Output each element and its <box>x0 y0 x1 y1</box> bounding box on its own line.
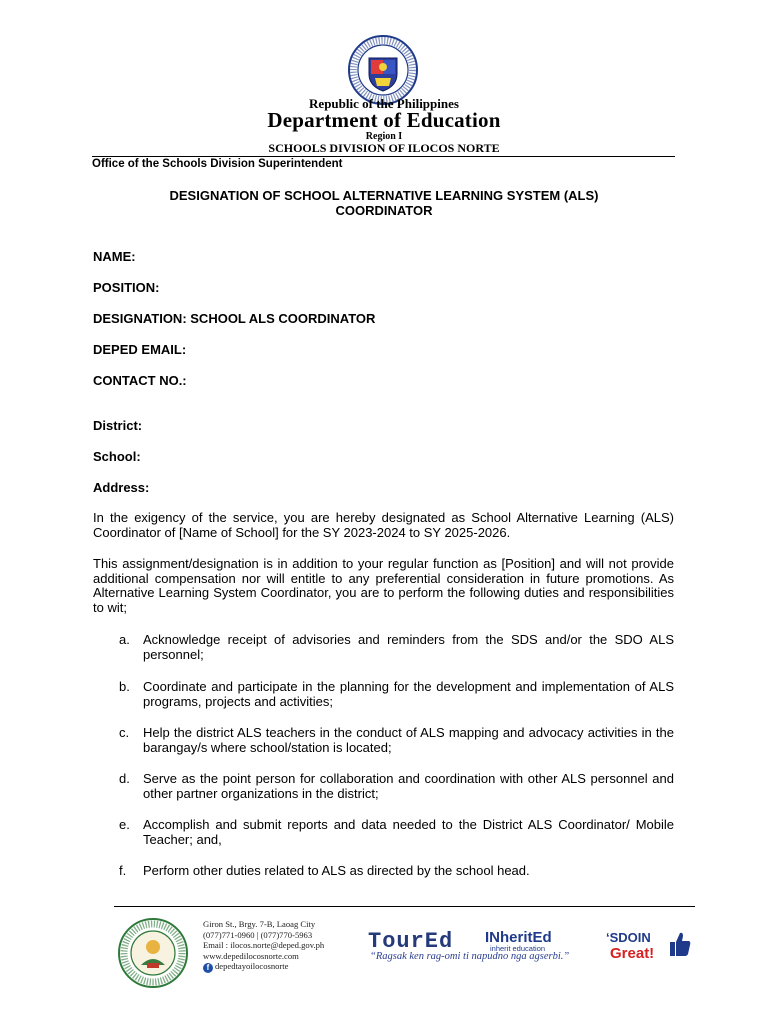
field-district: District: <box>93 418 143 433</box>
list-item-text: Coordinate and participate in the planning for the development and implementation of ALS programs, projects and activities; <box>143 679 674 709</box>
footer-email[interactable]: Email : ilocos.norte@deped.gov.ph <box>203 940 325 951</box>
footer-divider <box>114 906 695 907</box>
document-title <box>0 188 768 218</box>
document-title-line1: DESIGNATION OF SCHOOL ALTERNATIVE LEARNING SYSTEM (ALS) <box>169 188 599 203</box>
list-item-marker: a. <box>119 632 130 647</box>
header-division: SCHOOLS DIVISION OF ILOCOS NORTE <box>268 141 500 155</box>
footer-website[interactable]: www.depedilocosnorte.com <box>203 950 299 961</box>
list-item-marker: b. <box>119 679 130 694</box>
field-deped-email: DEPED EMAIL: <box>93 342 187 357</box>
paragraph-designation: In the exigency of the service, you are hereby designated as School Alternative Learning (ALS) Coordinator of [Name of School] for the SY 2023-2024 to SY 2025-2026. <box>93 510 674 540</box>
field-designation: DESIGNATION: SCHOOL ALS COORDINATOR <box>93 311 376 326</box>
list-item-text: Help the district ALS teachers in the conduct of ALS mapping and advocacy activities in the barangay/s where school/station is located; <box>143 725 674 755</box>
sdoin-logo-line2: Great! <box>610 945 655 962</box>
list-item-text: Perform other duties related to ALS as directed by the school head. <box>143 863 530 878</box>
field-contact-no: CONTACT NO.: <box>93 373 187 388</box>
list-item-marker: d. <box>119 771 130 786</box>
paragraph-assignment: This assignment/designation is in addition to your regular function as [Position] and will not provide additional compensation nor will entitle to any preferential consideration in future promotions. As Alternative Learning System Coordinator, you are to perform the following duties and responsibilities to wit; <box>93 556 674 615</box>
list-item-marker: c. <box>119 725 130 740</box>
footer-contact-info <box>203 919 324 973</box>
footer-address: Giron St., Brgy. 7-B, Laoag City <box>203 919 316 929</box>
footer-tagline: “Ragsak ken rag-omi ti napudno nga agserbi.” <box>370 951 570 962</box>
field-name: NAME: <box>93 249 136 264</box>
list-item-text: Accomplish and submit reports and data needed to the District ALS Coordinator/ Mobile Teacher; and, <box>143 817 674 847</box>
list-item-marker: f. <box>119 863 127 878</box>
list-item-text: Serve as the point person for collaboration and coordination with other ALS personnel and other partner organizations in the district; <box>143 771 674 801</box>
header-republic: Republic of the Philippines <box>309 96 459 111</box>
field-address: Address: <box>93 480 150 495</box>
toured-logo: TourEd <box>368 929 454 954</box>
footer-facebook-handle: depedtayoilocosnorte <box>215 961 289 972</box>
division-seal-icon <box>117 917 189 989</box>
sdoin-logo-line1: ‘SDOIN <box>606 930 651 945</box>
footer-facebook[interactable] <box>203 961 324 973</box>
field-position: POSITION: <box>93 280 160 295</box>
footer-phone: (077)771-0960 | (077)770-5963 <box>203 929 313 940</box>
facebook-icon: f <box>203 963 213 973</box>
inherited-logo: INheritEd <box>485 929 552 946</box>
document-title-line2: COORDINATOR <box>335 203 433 218</box>
list-item-text: Acknowledge receipt of advisories and reminders from the SDS and/or the SDO ALS personnel; <box>143 632 674 662</box>
inherited-subtitle: inherit education <box>490 944 546 953</box>
header-divider <box>92 156 675 157</box>
header-department: Department of Education <box>267 108 501 132</box>
field-school: School: <box>93 449 141 464</box>
thumbs-up-icon <box>668 930 692 958</box>
list-item-marker: e. <box>119 817 130 832</box>
header-region: Region I <box>365 131 403 142</box>
header-office: Office of the Schools Division Superintendent <box>92 158 343 170</box>
